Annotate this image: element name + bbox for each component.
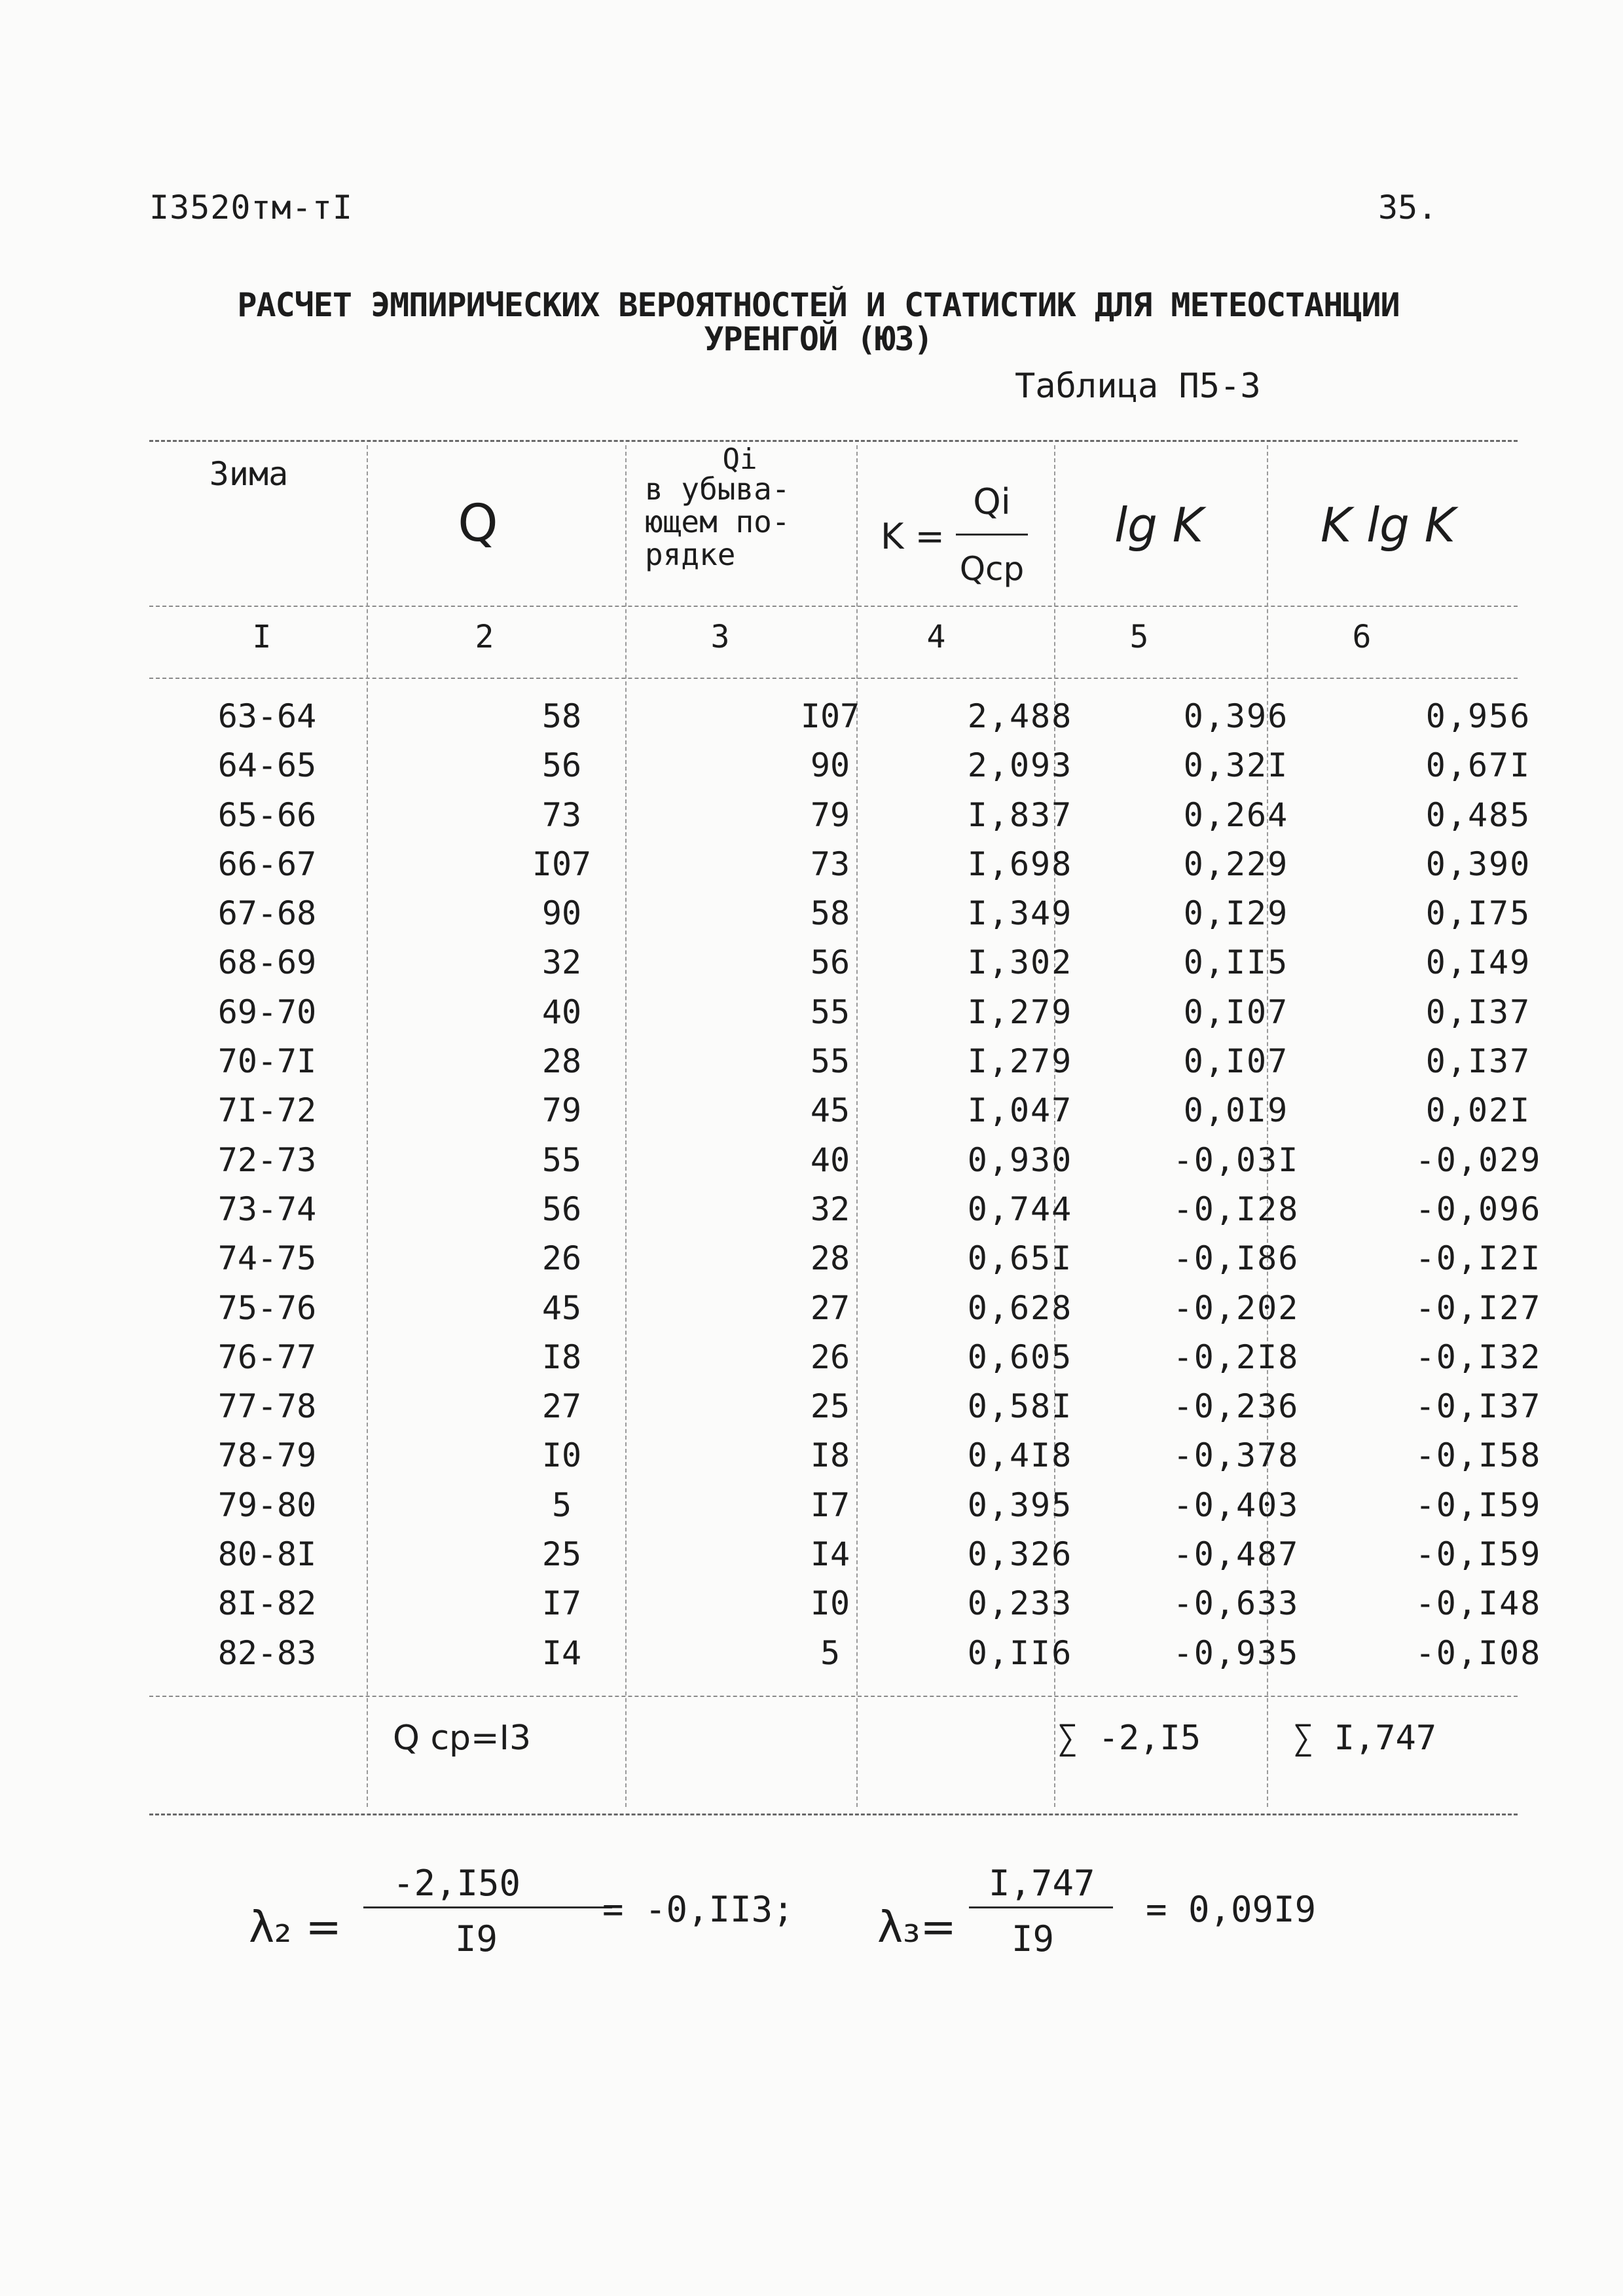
cell-qi: 79 xyxy=(810,795,850,834)
cell-k: 0,326 xyxy=(967,1535,1073,1574)
cell-k: 0,58I xyxy=(967,1387,1073,1426)
cell-klgk: -0,I48 xyxy=(1415,1584,1542,1623)
table-row xyxy=(149,1485,1542,1535)
cell-q: 5 xyxy=(551,1485,572,1524)
header-k-lg-k: K lg K xyxy=(1321,498,1455,553)
page-title-line-2: УРЕНГОЙ (ЮЗ) xyxy=(704,320,933,358)
cell-lgk: -0,378 xyxy=(1173,1436,1300,1475)
cell-k: 0,628 xyxy=(967,1288,1073,1327)
cell-winter: 78-79 xyxy=(217,1436,317,1475)
cell-qi: 55 xyxy=(810,993,850,1031)
table-row xyxy=(149,845,1531,894)
cell-lgk: 0,I29 xyxy=(1183,894,1289,933)
table-row xyxy=(149,795,1531,845)
cell-lgk: 0,396 xyxy=(1183,697,1289,735)
cell-winter: 79-80 xyxy=(217,1485,317,1524)
table-row xyxy=(149,1535,1542,1584)
cell-lgk: -0,633 xyxy=(1173,1584,1300,1623)
cell-klgk: 0,390 xyxy=(1425,845,1531,883)
cell-klgk: 0,I37 xyxy=(1425,1042,1531,1081)
cell-klgk: 0,485 xyxy=(1425,795,1531,834)
cell-winter: 77-78 xyxy=(217,1387,317,1426)
cell-qi: 25 xyxy=(810,1387,850,1426)
cell-q: 79 xyxy=(541,1091,582,1130)
cell-qi: 55 xyxy=(810,1042,850,1081)
lambda2-symbol: λ₂ = xyxy=(249,1902,342,1952)
cell-qi: 5 xyxy=(820,1633,841,1672)
cell-qi: 40 xyxy=(810,1140,850,1179)
cell-q: 25 xyxy=(541,1535,582,1574)
cell-lgk: 0,I07 xyxy=(1183,1042,1289,1081)
header-descending-order xyxy=(645,473,841,571)
header-rule xyxy=(149,606,1518,607)
cell-k: 0,4I8 xyxy=(967,1436,1073,1475)
cell-qi: 45 xyxy=(810,1091,850,1130)
cell-winter: 75-76 xyxy=(217,1288,317,1327)
cell-klgk: -0,029 xyxy=(1415,1140,1542,1179)
cell-k: I,279 xyxy=(967,993,1073,1031)
cell-q: 40 xyxy=(541,993,582,1031)
cell-winter: 66-67 xyxy=(217,845,317,883)
cell-k: 0,744 xyxy=(967,1190,1073,1228)
cell-lgk: 0,0I9 xyxy=(1183,1091,1289,1130)
table-row xyxy=(149,697,1531,746)
cell-k: 2,488 xyxy=(967,697,1073,735)
table-row xyxy=(149,1338,1542,1387)
cell-winter: 67-68 xyxy=(217,894,317,933)
cell-klgk: 0,956 xyxy=(1425,697,1531,735)
cell-k: I,837 xyxy=(967,795,1073,834)
cell-lgk: -0,202 xyxy=(1173,1288,1300,1327)
cell-k: I,349 xyxy=(967,894,1073,933)
cell-k: 0,233 xyxy=(967,1584,1073,1623)
cell-klgk: -0,I2I xyxy=(1415,1239,1542,1278)
cell-klgk: -0,I08 xyxy=(1415,1633,1542,1672)
cell-q: I0 xyxy=(541,1436,582,1475)
cell-lgk: -0,2I8 xyxy=(1173,1338,1300,1376)
cell-lgk: 0,I07 xyxy=(1183,993,1289,1031)
column-number-6: 6 xyxy=(1352,619,1372,655)
cell-k: 0,395 xyxy=(967,1485,1073,1524)
table-row xyxy=(149,1436,1542,1485)
cell-qi: 73 xyxy=(810,845,850,883)
cell-qi: I7 xyxy=(810,1485,850,1524)
cell-lgk: -0,I86 xyxy=(1173,1239,1300,1278)
cell-q: I7 xyxy=(541,1584,582,1623)
cell-winter: 73-74 xyxy=(217,1190,317,1228)
cell-klgk: -0,I27 xyxy=(1415,1288,1542,1327)
lambda2-fraction-line xyxy=(363,1906,612,1908)
cell-lgk: -0,I28 xyxy=(1173,1190,1300,1228)
cell-winter: 63-64 xyxy=(217,697,317,735)
cell-qi: 27 xyxy=(810,1288,850,1327)
cell-klgk: -0,I58 xyxy=(1415,1436,1542,1475)
cell-q: 73 xyxy=(541,795,582,834)
cell-q: I8 xyxy=(541,1338,582,1376)
cell-winter: 72-73 xyxy=(217,1140,317,1179)
cell-winter: 82-83 xyxy=(217,1633,317,1672)
lambda3-fraction-line xyxy=(969,1906,1113,1908)
table-row xyxy=(149,1091,1531,1140)
table-bottom-rule xyxy=(149,1813,1518,1815)
table-row xyxy=(149,1387,1542,1436)
cell-qi: I4 xyxy=(810,1535,850,1574)
cell-winter: 74-75 xyxy=(217,1239,317,1278)
table-row xyxy=(149,1584,1542,1633)
cell-lgk: 0,II5 xyxy=(1183,943,1289,982)
column-number-rule xyxy=(149,678,1518,679)
cell-klgk: -0,I32 xyxy=(1415,1338,1542,1376)
lambda3-result: = 0,09I9 xyxy=(1146,1889,1317,1930)
column-number-2: 2 xyxy=(475,619,494,655)
table-row xyxy=(149,894,1531,943)
cell-k: 0,II6 xyxy=(967,1633,1073,1672)
cell-lgk: -0,935 xyxy=(1173,1633,1300,1672)
cell-winter: 69-70 xyxy=(217,993,317,1031)
cell-k: I,302 xyxy=(967,943,1073,982)
cell-klgk: 0,I49 xyxy=(1425,943,1531,982)
cell-klgk: -0,I37 xyxy=(1415,1387,1542,1426)
table-body xyxy=(149,697,1542,1683)
cell-lgk: 0,264 xyxy=(1183,795,1289,834)
lambda2-result: = -0,II3; xyxy=(602,1889,794,1930)
column-number-4: 4 xyxy=(926,619,946,655)
cell-winter: 64-65 xyxy=(217,746,317,785)
table-row xyxy=(149,1239,1542,1288)
cell-klgk: 0,I37 xyxy=(1425,993,1531,1031)
cell-qi: I07 xyxy=(800,697,860,735)
cell-q: I07 xyxy=(532,845,592,883)
cell-lgk: -0,487 xyxy=(1173,1535,1300,1574)
header-lg-k: lg K xyxy=(1114,498,1203,553)
cell-winter: 65-66 xyxy=(217,795,317,834)
cell-winter: 70-7I xyxy=(217,1042,317,1081)
cell-k: 0,65I xyxy=(967,1239,1073,1278)
table-row xyxy=(149,1288,1542,1338)
cell-q: 55 xyxy=(541,1140,582,1179)
cell-klgk: -0,096 xyxy=(1415,1190,1542,1228)
lambda3-numerator: I,747 xyxy=(989,1863,1095,1904)
lambda3-symbol: λ₃= xyxy=(877,1902,957,1952)
cell-q: 56 xyxy=(541,746,582,785)
lambda3-denominator: I9 xyxy=(1012,1918,1055,1959)
cell-k: I,047 xyxy=(967,1091,1073,1130)
lambda2-numerator: -2,I50 xyxy=(393,1863,521,1904)
cell-qi: 56 xyxy=(810,943,850,982)
cell-lgk: -0,236 xyxy=(1173,1387,1300,1426)
cell-qi: 32 xyxy=(810,1190,850,1228)
page-title-line-1: РАСЧЕТ ЭМПИРИЧЕСКИХ ВЕРОЯТНОСТЕЙ И СТАТИСТИК ДЛЯ МЕТЕОСТАНЦИИ xyxy=(237,286,1400,324)
table-row xyxy=(149,1633,1542,1683)
cell-qi: 28 xyxy=(810,1239,850,1278)
cell-qi: I8 xyxy=(810,1436,850,1475)
cell-klgk: 0,I75 xyxy=(1425,894,1531,933)
cell-q: I4 xyxy=(541,1633,582,1672)
cell-winter: 80-8I xyxy=(217,1535,317,1574)
document-code: I3520тм-тI xyxy=(149,189,354,227)
lambda2-denominator: I9 xyxy=(455,1918,498,1959)
cell-winter: 68-69 xyxy=(217,943,317,982)
cell-klgk: 0,67I xyxy=(1425,746,1531,785)
cell-k: I,279 xyxy=(967,1042,1073,1081)
table-row xyxy=(149,1042,1531,1091)
cell-q: 45 xyxy=(541,1288,582,1327)
header-desc-line-3: рядке xyxy=(645,537,736,572)
table-row xyxy=(149,943,1531,993)
table-row xyxy=(149,1190,1542,1239)
header-k-numerator: Qi xyxy=(973,481,1011,522)
summary-rule xyxy=(149,1696,1518,1697)
page-number: 35. xyxy=(1378,189,1438,227)
cell-winter: 8I-82 xyxy=(217,1584,317,1623)
cell-lgk: 0,229 xyxy=(1183,845,1289,883)
table-row xyxy=(149,993,1531,1042)
column-number-3: 3 xyxy=(710,619,730,655)
cell-q: 32 xyxy=(541,943,582,982)
header-desc-line-2: ющем по- xyxy=(645,504,790,539)
cell-q: 56 xyxy=(541,1190,582,1228)
cell-winter: 76-77 xyxy=(217,1338,317,1376)
cell-klgk: -0,I59 xyxy=(1415,1535,1542,1574)
header-desc-line-1: в убыва- xyxy=(645,471,790,507)
column-number-5: 5 xyxy=(1129,619,1149,655)
cell-q: 58 xyxy=(541,697,582,735)
column-number-1: I xyxy=(252,619,272,655)
cell-qi: 58 xyxy=(810,894,850,933)
table-label: Таблица П5-3 xyxy=(1015,367,1261,406)
header-k-fraction-line xyxy=(956,534,1028,536)
mean-q-value: Q ср=I3 xyxy=(393,1719,532,1758)
cell-k: 0,930 xyxy=(967,1140,1073,1179)
sum-lgk: ∑ -2,I5 xyxy=(1057,1719,1201,1758)
header-qi-top: Qi xyxy=(722,443,757,476)
header-q: Q xyxy=(458,494,498,553)
cell-lgk: 0,32I xyxy=(1183,746,1289,785)
cell-klgk: -0,I59 xyxy=(1415,1485,1542,1524)
table-row xyxy=(149,746,1531,795)
table-top-rule xyxy=(149,440,1518,442)
cell-k: 2,093 xyxy=(967,746,1073,785)
cell-winter: 7I-72 xyxy=(217,1091,317,1130)
cell-qi: 90 xyxy=(810,746,850,785)
cell-lgk: -0,403 xyxy=(1173,1485,1300,1524)
cell-q: 27 xyxy=(541,1387,582,1426)
header-winter: Зима xyxy=(209,455,289,493)
cell-q: 90 xyxy=(541,894,582,933)
cell-qi: I0 xyxy=(810,1584,850,1623)
cell-qi: 26 xyxy=(810,1338,850,1376)
sum-klgk: ∑ I,747 xyxy=(1293,1719,1437,1758)
cell-q: 28 xyxy=(541,1042,582,1081)
header-k-denominator: Qcp xyxy=(959,550,1025,588)
table-row xyxy=(149,1140,1542,1190)
cell-k: 0,605 xyxy=(967,1338,1073,1376)
cell-klgk: 0,02I xyxy=(1425,1091,1531,1130)
cell-k: I,698 xyxy=(967,845,1073,883)
cell-q: 26 xyxy=(541,1239,582,1278)
cell-lgk: -0,03I xyxy=(1173,1140,1300,1179)
header-k-label: K = xyxy=(881,516,945,557)
